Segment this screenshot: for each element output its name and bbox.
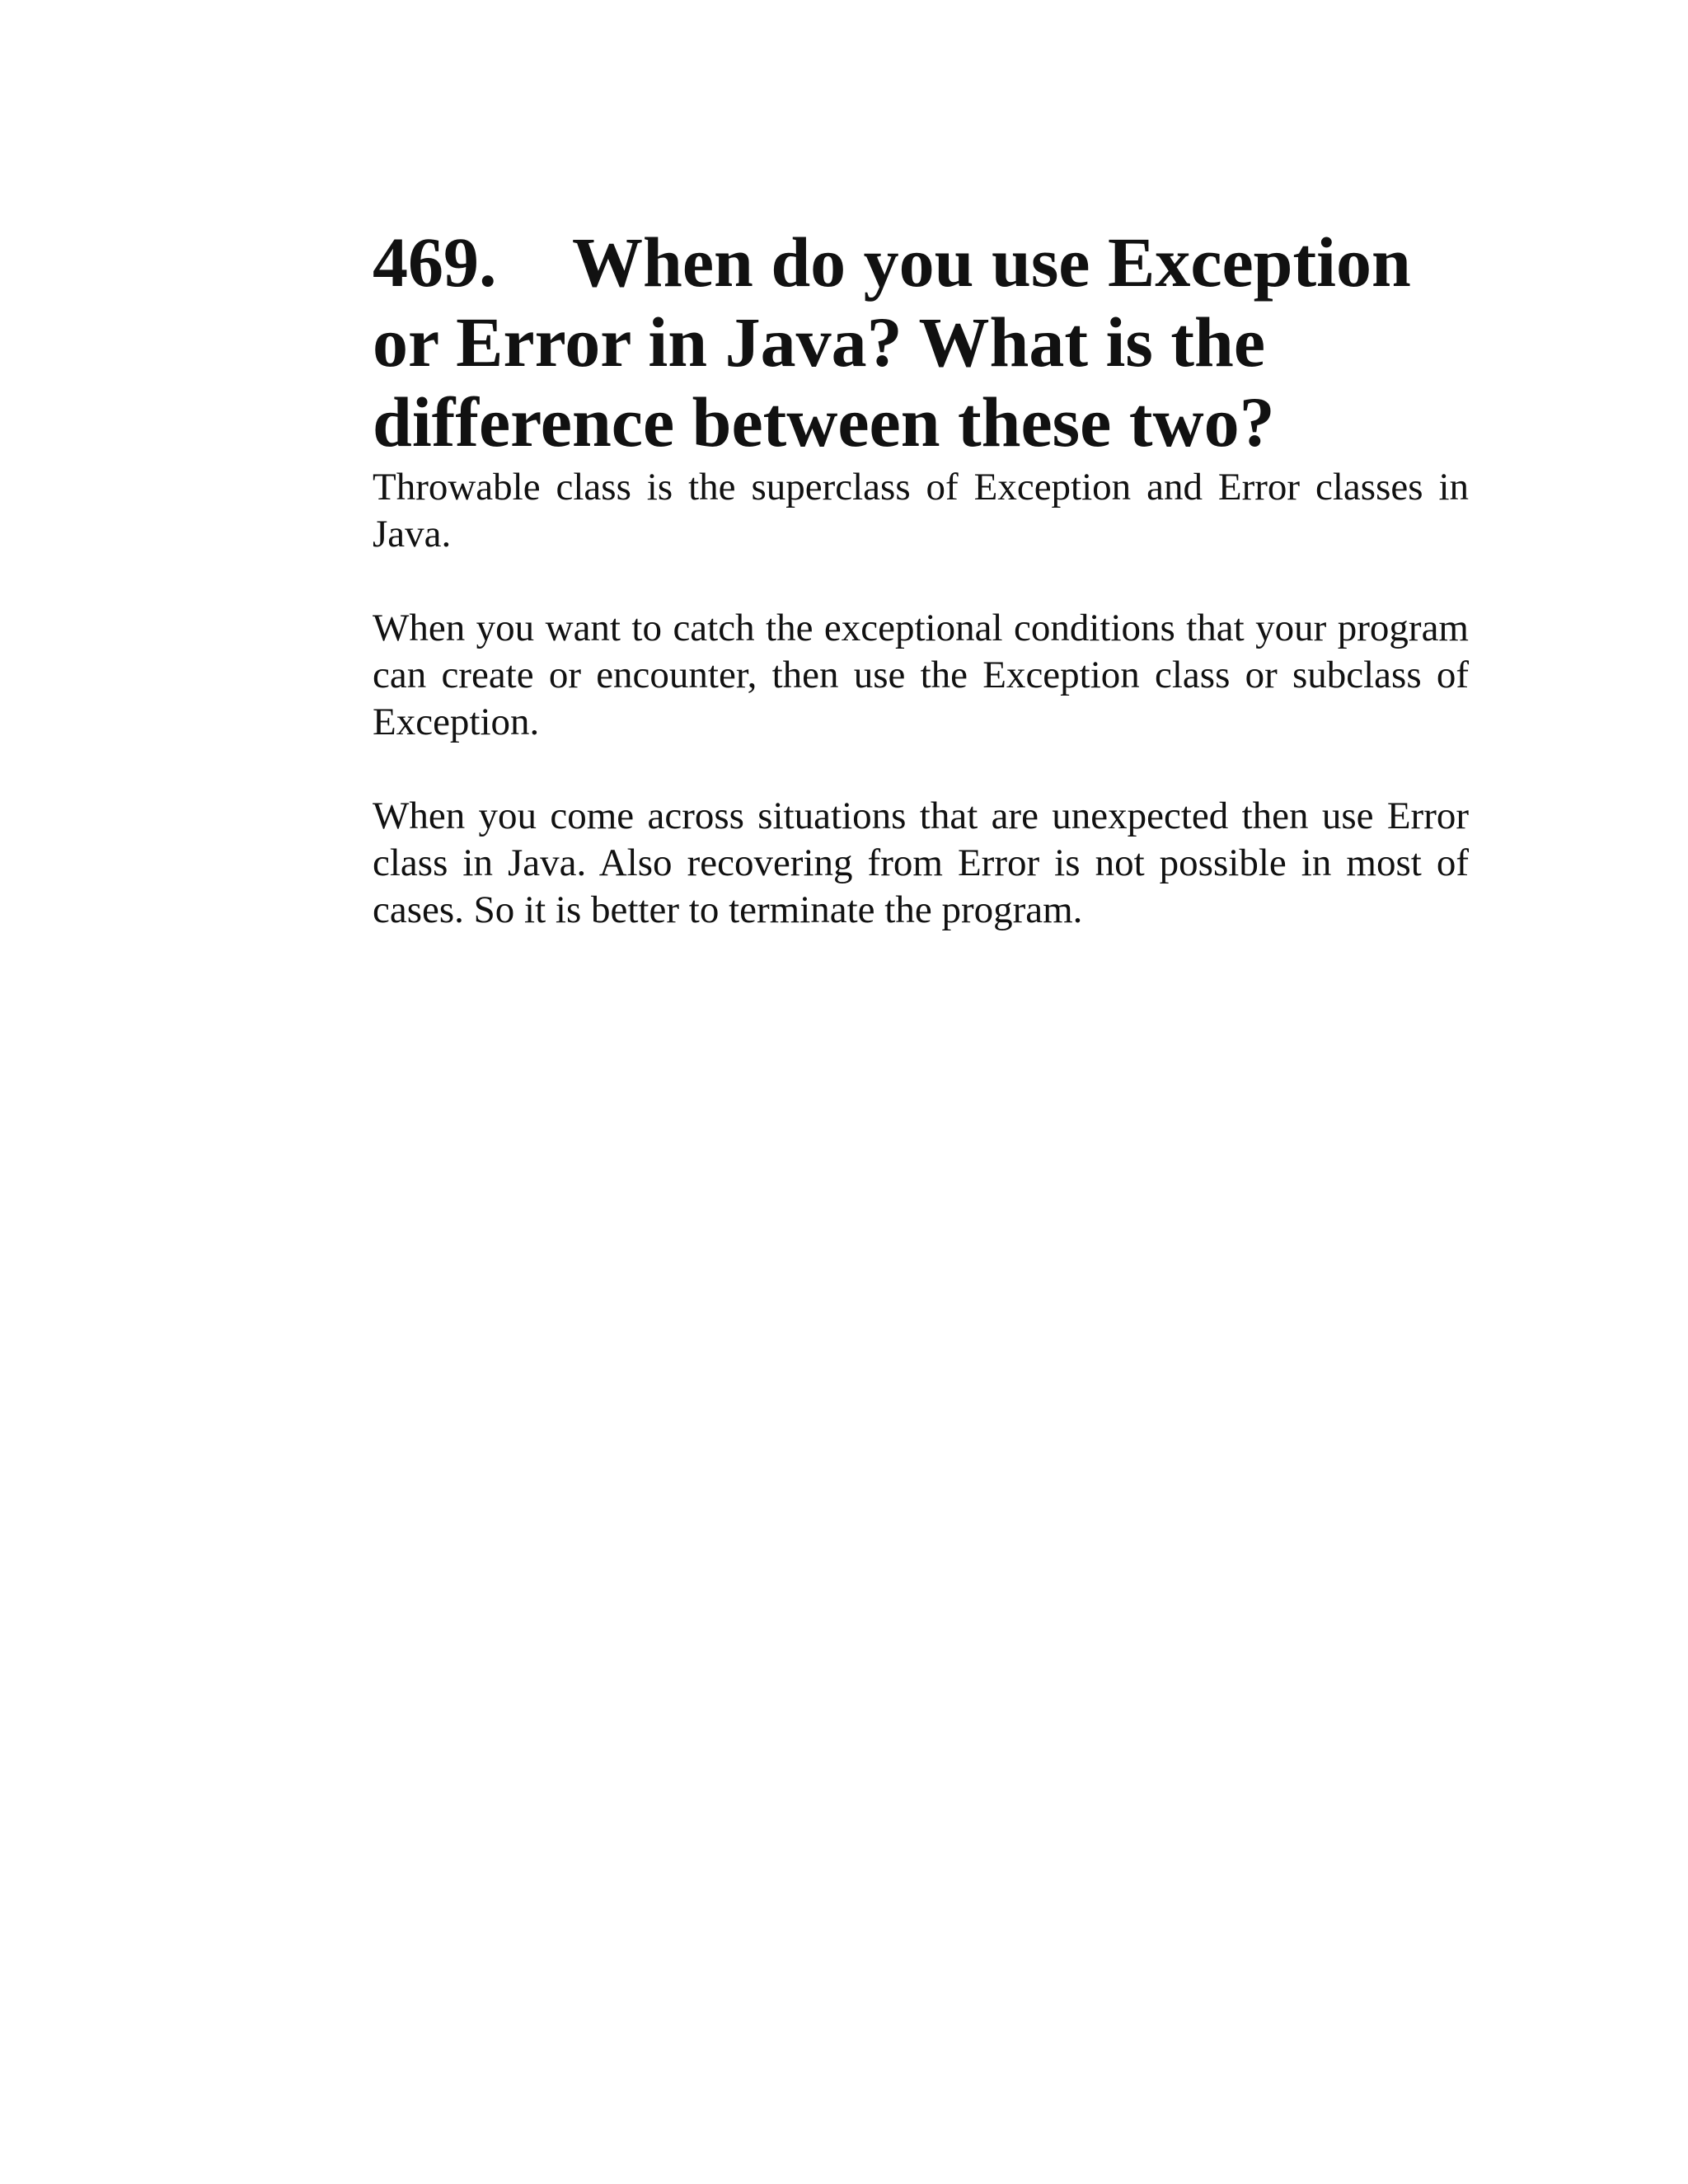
question-title: When do you use Exception or Error in Java? What is the difference between these two?	[373, 223, 1411, 462]
answer-paragraph-2: When you want to catch the exceptional conditions that your program can create or encounter, then use the Exception class or subclass of Exception.	[373, 607, 1469, 743]
document-page	[373, 223, 1469, 934]
question-heading	[373, 223, 1469, 462]
answer-paragraph-1: Throwable class is the superclass of Exception and Error classes in Java.	[373, 466, 1469, 555]
question-number: 469.	[373, 223, 497, 302]
answer-paragraph-3: When you come across situations that are unexpected then use Error class in Java. Also recovering from Error is not possible in most of cases. So it is better to terminate the program.	[373, 794, 1469, 931]
